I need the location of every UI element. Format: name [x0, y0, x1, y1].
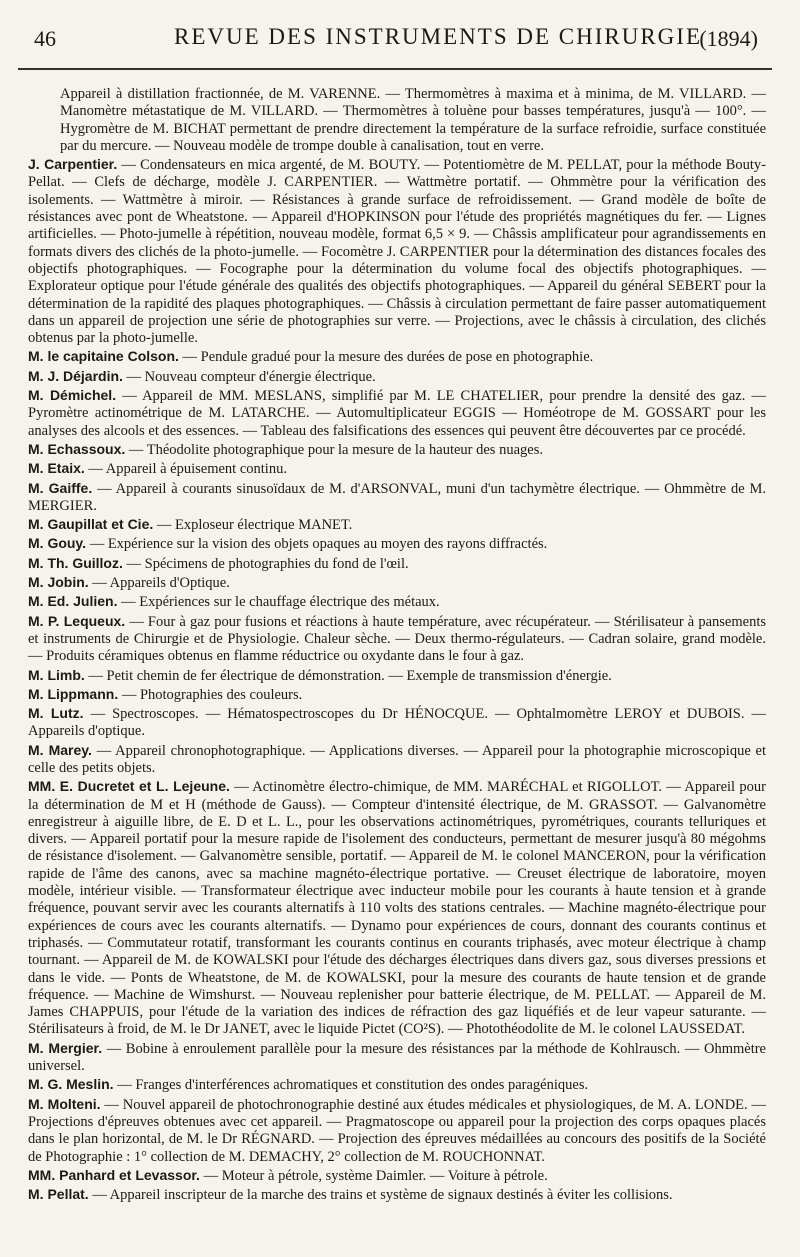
- exhibitor-items: — Pendule gradué pour la mesure des durées de pose en photographie.: [182, 349, 594, 366]
- exhibitor-items: — Expérience sur la vision des objets opaques au moyen des rayons diffractés.: [89, 536, 548, 553]
- journal-title: REVUE DES INSTRUMENTS DE CHIRURGIE: [174, 24, 702, 49]
- exhibitor-items: Appareil à distillation fractionnée, de M. VARENNE. — Thermomètres à maxima et à minima, de M. VILLARD. — Manomètre métastatique de M. VILLARD. — Thermomètres à toluène pour basses températures, jusqu'à — 100°. — Hygromètre de M. BICHAT permettant de prendre directement la température de la surface refroidie, surface constituée par du mercure. — Nouveau modèle de trompe double à canalisation, tout en verre.: [60, 86, 766, 154]
- exhibitor-name: M. Mergier.: [28, 1039, 103, 1056]
- exhibitor-entry: [28, 86, 766, 155]
- exhibitor-name: M. Molteni.: [28, 1095, 101, 1112]
- exhibitor-entry: [28, 1096, 766, 1166]
- journal-year: (1894): [699, 26, 758, 51]
- exhibitor-name: M. le capitaine Colson.: [28, 348, 179, 365]
- exhibitor-entry: [28, 1076, 766, 1094]
- exhibitor-name: M. Pellat.: [28, 1186, 89, 1203]
- exhibitor-entry: [28, 742, 766, 778]
- exhibitor-entry: [28, 1040, 766, 1076]
- exhibitor-items: — Moteur à pétrole, système Daimler. — Voiture à pétrole.: [203, 1167, 548, 1184]
- exhibitor-name: M. P. Lequeux.: [28, 612, 126, 629]
- exhibitor-items: — Bobine à enroulement parallèle pour la mesure des résistances par la méthode de Kohlrausch. — Ohmmètre universel.: [28, 1040, 766, 1075]
- exhibitor-items: — Condensateurs en mica argenté, de M. BOUTY. — Potentiomètre de M. PELLAT, pour la méthode Bouty-Pellat. — Clefs de décharge, modèle J. CARPENTIER. — Wattmètre portatif. — Ohmmètre pour la vérification des isolements. — Wattmètre à miroir. — Résistances à grande surface de refroidissement. — Grand modèle de boîte de résistances avec pont de Wheatstone. — Appareil d'HOPKINSON pour l'étude des propriétés magnétiques du fer. — Lignes artificielles. — Photo-jumelle à répétition, nouveau modèle, format 6,5 × 9. — Châssis amplificateur pour agrandissements en formats divers des clichés de la photo-jumelle. — Focomètre J. CARPENTIER pour la détermination des distances focales des objectifs photographiques. — Focographe pour la détermination du volume focal des objectifs photographiques. — Explorateur optique pour l'étude générale des qualités des objectifs photographiques. — Appareil du général SEBERT pour la détermination de la rapidité des plaques photographiques. — Châssis à circulation permettant de faire passer automatiquement dans un appareil de projection une série de photographies sur verre. — Projections, avec le châssis à circulation, des clichés obtenus par la photo-jumelle.: [28, 157, 766, 347]
- exhibitor-name: M. Etaix.: [28, 460, 85, 477]
- exhibitor-name: M. Lippmann.: [28, 685, 119, 702]
- exhibitor-name: M. Gaiffe.: [28, 479, 93, 496]
- exhibitor-entry: [28, 368, 766, 386]
- exhibitor-entry: [28, 516, 766, 534]
- exhibitor-entry: [28, 480, 766, 516]
- exhibitor-name: M. Limb.: [28, 666, 85, 683]
- exhibitor-name: M. Marey.: [28, 741, 92, 758]
- running-header: [24, 20, 764, 56]
- exhibitor-items: — Appareils d'Optique.: [92, 575, 230, 592]
- exhibitor-list: [28, 86, 766, 1205]
- exhibitor-items: — Spectroscopes. — Hématospectroscopes du Dr HÉNOCQUE. — Ophtalmomètre LEROY et DUBOIS. — Appareils d'optique.: [28, 706, 767, 740]
- exhibitor-items: — Appareil à épuisement continu.: [88, 461, 287, 478]
- exhibitor-name: M. J. Déjardin.: [28, 367, 123, 384]
- exhibitor-items: — Franges d'interférences achromatiques et constitution des ondes paragéniques.: [117, 1077, 589, 1094]
- exhibitor-items: — Photographies des couleurs.: [121, 686, 303, 703]
- exhibitor-entry: [28, 460, 766, 478]
- exhibitor-items: — Expériences sur le chauffage électrique des métaux.: [121, 594, 440, 611]
- exhibitor-items: — Actinomètre électro-chimique, de MM. MARÉCHAL et RIGOLLOT. — Appareil pour la détermination de M et H (méthode de Gauss). — Compteur d'intensité électrique, de M. GRASSOT. — Galvanomètre enregistreur à aiguille libre, de E. D et L. L., pour les observations actinométriques, pyrométriques, courants telluriques et divers. — Appareil portatif pour la mesure rapide de l'isolement des conducteurs, permettant de mesurer jusqu'à 80 mégohms de résistance d'isolement. — Galvanomètre sensible, portatif. — Appareil de M. le colonel MANCERON, pour la vérification rapide de l'âme des canons, avec sa machine magnéto-électrique portative. — Creuset électrique de laboratoire, moyen modèle, intérieur visible. — Transformateur électrique avec inducteur mobile pour les courants à haute tension et à grande fréquence, pouvant servir avec les courants alternatifs à 110 volts des stations centrales. — Machine magnéto-électrique pour expériences de cours avec les courants alternatifs. — Dynamo pour expériences de cours, donnant des courants continus et triphasés. — Commutateur rotatif, transformant les courants continus en courants triphasés, avec moteur électrique à champ tournant. — Appareil de M. de KOWALSKI pour l'étude des décharges électriques dans divers gaz, sous diverses pressions et dans le vide. — Ponts de Wheatstone, de M. de KOWALSKI, pour la mesure des courants de haute tension et de grande fréquence. — Machine de Wimshurst. — Nouveau replenisher pour batterie électrique, de M. PELLAT. — Appareil de M. James CHAPPUIS, pour l'étude de la variation des indices de réfraction des gaz liquéfiés et de leur vapeur saturante. — Stérilisateurs à froid, de M. le Dr JANET, avec le liquide Pictet (CO²S). — Photothéodolite de M. le colonel LAUSSEDAT.: [28, 779, 766, 1038]
- exhibitor-name: M. Démichel.: [28, 387, 117, 404]
- exhibitor-entry: [28, 555, 766, 573]
- exhibitor-name: M. Th. Guilloz.: [28, 554, 123, 571]
- exhibitor-items: — Appareil chronophotographique. — Applications diverses. — Appareil pour la photographie microscopique et celle des petits objets.: [28, 742, 767, 776]
- header-rule: [18, 68, 772, 70]
- exhibitor-entry: [28, 535, 766, 553]
- exhibitor-entry: [28, 686, 766, 704]
- exhibitor-name: M. Gaupillat et Cie.: [28, 516, 154, 533]
- exhibitor-name: M. Lutz.: [28, 705, 84, 722]
- exhibitor-entry: [28, 1167, 766, 1185]
- exhibitor-entry: [28, 441, 766, 459]
- exhibitor-entry: [28, 613, 766, 666]
- exhibitor-entry: [28, 593, 766, 611]
- exhibitor-name: M. Ed. Julien.: [28, 593, 118, 610]
- exhibitor-items: — Appareil à courants sinusoïdaux de M. d'ARSONVAL, muni d'un tachymètre électrique. — Ohmmètre de M. MERGIER.: [28, 480, 767, 514]
- exhibitor-items: — Four à gaz pour fusions et réactions à haute température, avec récupérateur. — Stérilisateur à pansements et instruments de Chirurgie et de Physiologie. Chaleur sèche. — Deux thermo-régulateurs. — Cadran solaire, grand modèle. — Produits céramiques obtenus en flamme réductrice ou oxydante dans le four à gaz.: [28, 613, 766, 665]
- exhibitor-items: — Appareil inscripteur de la marche des trains et système de signaux destinés à éviter les collisions.: [92, 1187, 673, 1204]
- exhibitor-entry: [28, 778, 766, 1038]
- exhibitor-name: M. Gouy.: [28, 535, 87, 552]
- exhibitor-items: — Nouveau compteur d'énergie électrique.: [126, 368, 376, 385]
- exhibitor-entry: [28, 1186, 766, 1204]
- exhibitor-items: — Nouvel appareil de photochronographie destiné aux études médicales et physiologiques, de M. A. LONDE. — Projections d'épreuves obtenues avec cet appareil. — Pragmatoscope ou appareil pour la projection des corps opaques placés dans le plan horizontal, de M. le Dr RÉGNARD. — Projection des épreuves médaillées au concours des positifs de la Société de Photographie : 1° collection de M. DEMACHY, 2° collection de M. ROUCHONNAT.: [28, 1096, 767, 1165]
- exhibitor-name: M. G. Meslin.: [28, 1076, 114, 1093]
- exhibitor-items: — Exploseur électrique MANET.: [156, 517, 353, 534]
- exhibitor-entry: [28, 387, 766, 440]
- exhibitor-items: — Petit chemin de fer électrique de démonstration. — Exemple de transmission d'énergie.: [88, 667, 612, 684]
- exhibitor-entry: [28, 667, 766, 685]
- exhibitor-items: — Appareil de MM. MESLANS, simplifié par M. LE CHATELIER, pour prendre la densité des gaz. — Pyromètre actinométrique de M. LATARCHE. — Automultiplicateur EGGIS — Homéotrope de M. GOSSART pour les analyses des alcools et des essences. — Tableau des falsifications des essences qui peuvent être découvertes par ce procédé.: [28, 388, 766, 439]
- exhibitor-entry: [28, 705, 766, 741]
- exhibitor-name: MM. E. Ducretet et L. Lejeune.: [28, 778, 230, 795]
- exhibitor-entry: [28, 348, 766, 366]
- exhibitor-items: — Théodolite photographique pour la mesure de la hauteur des nuages.: [128, 441, 543, 458]
- exhibitor-items: — Spécimens de photographies du fond de l'œil.: [126, 555, 409, 572]
- exhibitor-entry: [28, 574, 766, 592]
- exhibitor-name: MM. Panhard et Levassor.: [28, 1166, 200, 1183]
- exhibitor-name: J. Carpentier.: [28, 156, 118, 173]
- exhibitor-entry: [28, 156, 766, 347]
- exhibitor-name: M. Echassoux.: [28, 440, 126, 457]
- page-number: 46: [34, 26, 56, 51]
- exhibitor-name: M. Jobin.: [28, 574, 89, 591]
